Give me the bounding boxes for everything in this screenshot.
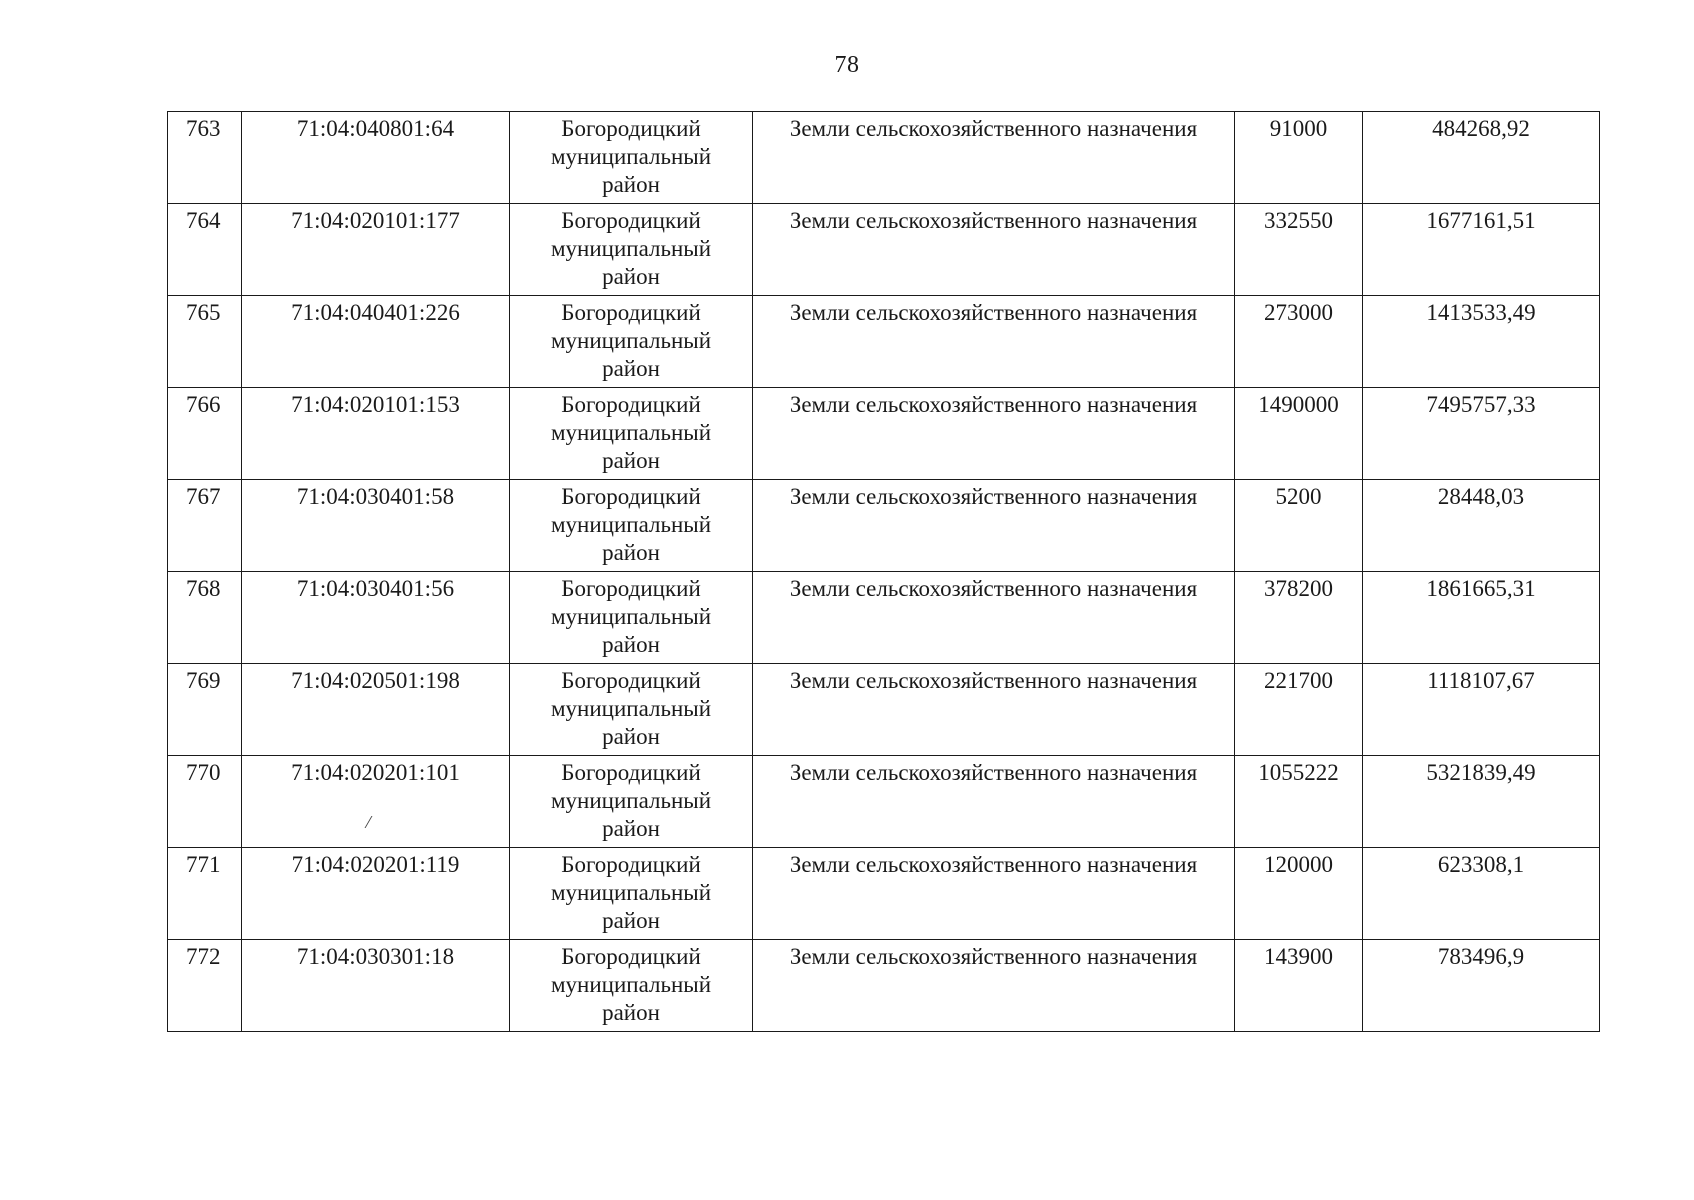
cadastral-cost: 1118107,67 <box>1363 664 1600 756</box>
cadastral-cost: 1413533,49 <box>1363 296 1600 388</box>
area-value: 1055222 <box>1235 756 1363 848</box>
district-line: район <box>602 356 660 381</box>
district-line: район <box>602 908 660 933</box>
land-category: Земли сельскохозяйственного назначения <box>753 940 1235 1032</box>
district-cell <box>510 664 753 756</box>
district-cell <box>510 296 753 388</box>
table-row <box>168 940 1600 1032</box>
land-category: Земли сельскохозяйственного назначения <box>753 296 1235 388</box>
cadastral-number: 71:04:020501:198 <box>242 664 510 756</box>
page-number: 78 <box>834 52 860 78</box>
district-line: Богородицкий <box>561 116 701 141</box>
district-line: муниципальный <box>550 236 712 261</box>
table-row <box>168 388 1600 480</box>
row-number: 772 <box>168 940 242 1032</box>
area-value: 378200 <box>1235 572 1363 664</box>
row-number: 765 <box>168 296 242 388</box>
district-line: муниципальный <box>550 328 712 353</box>
district-line: Богородицкий <box>561 852 701 877</box>
land-category: Земли сельскохозяйственного назначения <box>753 756 1235 848</box>
district-line: муниципальный <box>550 972 712 997</box>
district-line: муниципальный <box>550 880 712 905</box>
cadastral-number: 71:04:020101:153 <box>242 388 510 480</box>
area-value: 332550 <box>1235 204 1363 296</box>
row-number: 764 <box>168 204 242 296</box>
area-value: 273000 <box>1235 296 1363 388</box>
table-row <box>168 112 1600 204</box>
district-line: муниципальный <box>550 788 712 813</box>
row-number: 769 <box>168 664 242 756</box>
land-plots-table <box>167 111 1600 1032</box>
land-category: Земли сельскохозяйственного назначения <box>753 572 1235 664</box>
district-line: Богородицкий <box>561 300 701 325</box>
district-line: Богородицкий <box>561 760 701 785</box>
cadastral-cost: 1677161,51 <box>1363 204 1600 296</box>
cadastral-cost: 783496,9 <box>1363 940 1600 1032</box>
district-line: муниципальный <box>550 144 712 169</box>
row-number: 771 <box>168 848 242 940</box>
table-row <box>168 756 1600 848</box>
district-line: район <box>602 1000 660 1025</box>
table-row <box>168 572 1600 664</box>
cadastral-cost: 5321839,49 <box>1363 756 1600 848</box>
district-line: муниципальный <box>550 604 712 629</box>
district-cell <box>510 480 753 572</box>
district-cell <box>510 848 753 940</box>
row-number: 770 <box>168 756 242 848</box>
table-row <box>168 480 1600 572</box>
cadastral-number: 71:04:040801:64 <box>242 112 510 204</box>
district-cell <box>510 572 753 664</box>
district-line: муниципальный <box>550 512 712 537</box>
district-line: район <box>602 264 660 289</box>
row-number: 768 <box>168 572 242 664</box>
cadastral-cost: 1861665,31 <box>1363 572 1600 664</box>
table-row <box>168 204 1600 296</box>
table-row <box>168 296 1600 388</box>
cadastral-number: 71:04:020101:177 <box>242 204 510 296</box>
district-line: Богородицкий <box>561 576 701 601</box>
land-category: Земли сельскохозяйственного назначения <box>753 664 1235 756</box>
cadastral-cost: 484268,92 <box>1363 112 1600 204</box>
area-value: 120000 <box>1235 848 1363 940</box>
cadastral-number: 71:04:030401:58 <box>242 480 510 572</box>
land-category: Земли сельскохозяйственного назначения <box>753 112 1235 204</box>
area-value: 5200 <box>1235 480 1363 572</box>
district-line: муниципальный <box>550 420 712 445</box>
cadastral-number: 71:04:030401:56 <box>242 572 510 664</box>
cadastral-number: 71:04:030301:18 <box>242 940 510 1032</box>
area-value: 1490000 <box>1235 388 1363 480</box>
district-line: Богородицкий <box>561 208 701 233</box>
district-line: район <box>602 448 660 473</box>
district-cell <box>510 756 753 848</box>
table-row <box>168 664 1600 756</box>
land-category: Земли сельскохозяйственного назначения <box>753 480 1235 572</box>
district-line: район <box>602 632 660 657</box>
district-cell <box>510 112 753 204</box>
cadastral-cost: 28448,03 <box>1363 480 1600 572</box>
district-cell <box>510 204 753 296</box>
area-value: 221700 <box>1235 664 1363 756</box>
district-line: Богородицкий <box>561 484 701 509</box>
cadastral-number: 71:04:020201:101 <box>242 756 510 848</box>
district-cell <box>510 940 753 1032</box>
cadastral-cost: 623308,1 <box>1363 848 1600 940</box>
cadastral-cost: 7495757,33 <box>1363 388 1600 480</box>
land-category: Земли сельскохозяйственного назначения <box>753 388 1235 480</box>
table-row <box>168 848 1600 940</box>
cadastral-number: 71:04:040401:226 <box>242 296 510 388</box>
district-line: муниципальный <box>550 696 712 721</box>
district-line: Богородицкий <box>561 944 701 969</box>
district-line: Богородицкий <box>561 668 701 693</box>
district-line: район <box>602 724 660 749</box>
land-category: Земли сельскохозяйственного назначения <box>753 204 1235 296</box>
district-line: район <box>602 172 660 197</box>
district-cell <box>510 388 753 480</box>
area-value: 91000 <box>1235 112 1363 204</box>
district-line: Богородицкий <box>561 392 701 417</box>
district-line: район <box>602 540 660 565</box>
row-number: 766 <box>168 388 242 480</box>
cadastral-number: 71:04:020201:119 <box>242 848 510 940</box>
area-value: 143900 <box>1235 940 1363 1032</box>
land-category: Земли сельскохозяйственного назначения <box>753 848 1235 940</box>
district-line: район <box>602 816 660 841</box>
row-number: 767 <box>168 480 242 572</box>
row-number: 763 <box>168 112 242 204</box>
